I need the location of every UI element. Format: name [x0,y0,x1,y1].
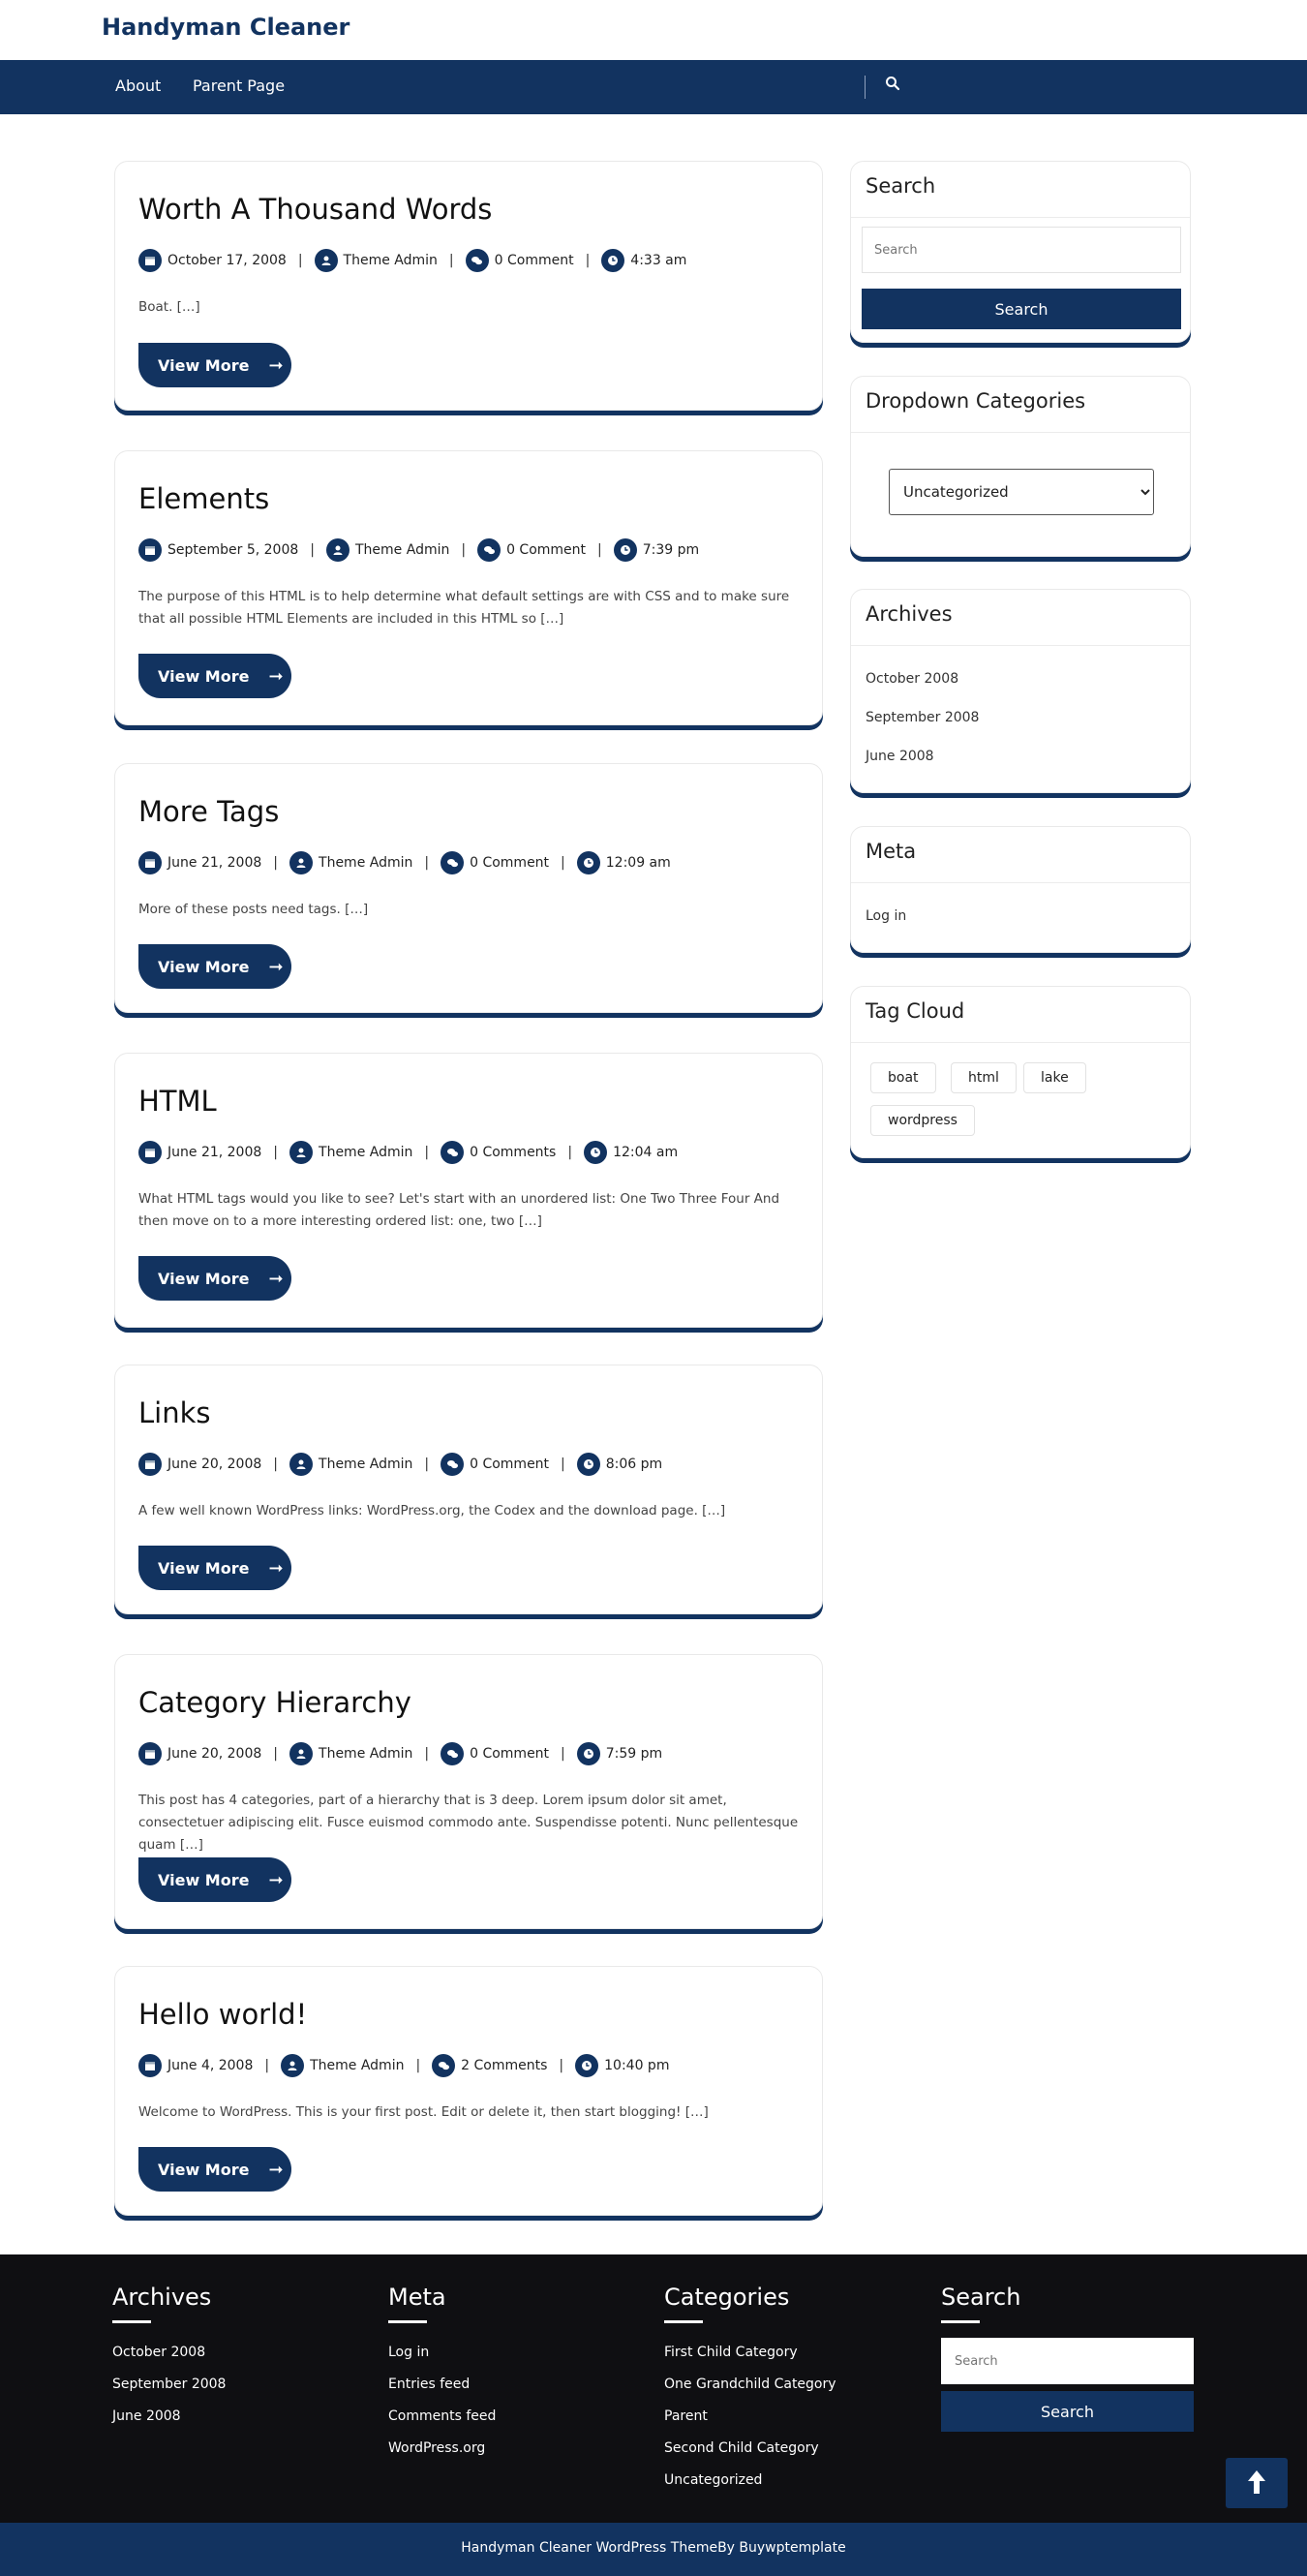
post-excerpt: Boat. […] [138,299,200,315]
post-author[interactable]: Theme Admin [319,1145,413,1160]
footer-heading-meta: Meta [388,2284,446,2311]
widget-title: Search [866,174,936,198]
post-comments[interactable]: 0 Comments [470,1145,557,1160]
footer-meta-link[interactable]: Entries feed [388,2377,471,2392]
post-time: 4:33 am [630,253,687,268]
footer-meta-link[interactable]: Log in [388,2345,430,2360]
meta-divider: | [264,2058,270,2073]
search-input[interactable] [862,227,1181,273]
calendar-icon [138,1453,162,1476]
view-more-button[interactable] [138,1256,291,1301]
tag-lake[interactable]: lake [1023,1062,1086,1093]
post-title[interactable]: Category Hierarchy [138,1686,411,1719]
footer-search-input[interactable] [941,2338,1194,2384]
footer-category-link[interactable]: Parent [664,2408,708,2424]
login-link[interactable]: Log in [866,908,907,924]
view-more-button[interactable] [138,343,291,387]
user-icon [289,1453,313,1476]
user-icon [289,851,313,874]
footer-category-link[interactable]: Second Child Category [664,2440,819,2456]
post-comments[interactable]: 2 Comments [461,2058,548,2073]
post-date[interactable]: June 20, 2008 [167,1746,262,1762]
user-icon [289,1141,313,1164]
view-more-button[interactable] [138,944,291,989]
view-more-label: View More [158,2160,250,2179]
post-comments[interactable]: 0 Comment [506,542,587,558]
user-icon [315,249,338,272]
calendar-icon [138,538,162,562]
calendar-icon [138,1742,162,1765]
tag-wordpress[interactable]: wordpress [870,1105,975,1136]
post-author[interactable]: Theme Admin [343,253,438,268]
meta-divider: | [310,542,315,558]
heading-underline [112,2320,151,2323]
post-author[interactable]: Theme Admin [319,1746,413,1762]
meta-divider: | [461,542,467,558]
view-more-label: View More [158,957,250,976]
post-card [114,1966,823,2216]
post-date[interactable]: June 21, 2008 [167,855,262,871]
post-author[interactable]: Theme Admin [319,855,413,871]
post-date[interactable]: September 5, 2008 [167,542,299,558]
post-time: 8:06 pm [605,1457,663,1472]
meta-divider: | [561,855,565,871]
widget-title: Tag Cloud [866,999,965,1023]
comments-icon [441,1742,464,1765]
footer-archive-link[interactable]: September 2008 [112,2377,227,2392]
post-comments[interactable]: 0 Comment [470,855,550,871]
post-title[interactable]: Elements [138,482,270,515]
post-meta [138,1140,678,1165]
post-meta [138,2053,669,2078]
view-more-label: View More [158,666,250,686]
view-more-button[interactable] [138,654,291,698]
post-time: 12:04 am [613,1145,679,1160]
search-widget [850,161,1191,343]
post-comments[interactable]: 0 Comment [470,1457,550,1472]
post-meta [138,248,686,273]
arrow-right-icon: ➞ [268,956,284,977]
archive-link[interactable]: September 2008 [866,710,980,725]
archive-link[interactable]: June 2008 [866,749,934,764]
meta-divider: | [273,1145,279,1160]
meta-divider: | [424,1746,430,1762]
main-nav [0,60,1307,114]
post-excerpt: What HTML tags would you like to see? Let's start with an unordered list: One Two Three Four And then move on to a more interesting ordered list: one, two […] [138,1191,780,1229]
post-date[interactable]: June 4, 2008 [167,2058,254,2073]
clock-icon [601,249,624,272]
post-card [114,450,823,725]
arrow-right-icon: ➞ [268,1557,284,1579]
footer-category-link[interactable]: Uncategorized [664,2472,763,2488]
post-meta [138,850,671,875]
tag-html[interactable]: html [951,1062,1017,1093]
arrow-right-icon: ➞ [268,665,284,687]
nav-item-about[interactable]: About [115,77,162,95]
arrow-right-icon: ➞ [268,2159,284,2180]
site-header [0,0,1307,60]
tag-cloud-widget [850,986,1191,1158]
widget-title: Meta [866,840,917,863]
post-time: 10:40 pm [604,2058,670,2073]
comments-icon [432,2054,455,2077]
post-author[interactable]: Theme Admin [310,2058,405,2073]
calendar-icon [138,249,162,272]
comments-icon [441,1453,464,1476]
copyright-bar [0,2523,1307,2576]
widget-divider [851,882,1190,883]
meta-divider: | [273,855,279,871]
view-more-label: View More [158,1269,250,1288]
widget-divider [851,432,1190,433]
archive-link[interactable]: October 2008 [866,671,959,687]
post-date[interactable]: June 21, 2008 [167,1145,262,1160]
site-title[interactable]: Handyman Cleaner [102,14,350,41]
footer-category-link[interactable]: One Grandchild Category [664,2377,836,2392]
comments-icon [477,538,501,562]
post-meta [138,1741,662,1766]
meta-divider: | [585,253,591,268]
meta-divider: | [424,1145,430,1160]
view-more-button[interactable] [138,1546,291,1590]
post-date[interactable]: June 20, 2008 [167,1457,262,1472]
post-date[interactable]: October 17, 2008 [167,253,287,268]
post-card [114,763,823,1013]
post-card [114,1654,823,1929]
post-meta [138,1452,662,1477]
clock-icon [577,1742,600,1765]
post-card [114,1053,823,1328]
view-more-label: View More [158,1870,250,1889]
post-title[interactable]: Worth A Thousand Words [138,193,493,226]
post-excerpt: A few well known WordPress links: WordPress.org, the Codex and the download page. […] [138,1503,726,1518]
footer-heading-archives: Archives [112,2284,212,2311]
tag-boat[interactable]: boat [870,1062,936,1093]
view-more-button[interactable] [138,2147,291,2192]
footer-meta-link[interactable]: Comments feed [388,2408,497,2424]
post-comments[interactable]: 0 Comment [470,1746,550,1762]
user-icon [326,538,350,562]
post-title[interactable]: HTML [138,1085,217,1118]
meta-divider: | [424,855,430,871]
clock-icon [577,1453,600,1476]
meta-divider: | [424,1457,430,1472]
post-card [114,1365,823,1614]
meta-divider: | [561,1746,565,1762]
meta-divider: | [297,253,303,268]
user-icon [289,1742,313,1765]
footer-heading-search: Search [941,2284,1021,2311]
meta-divider: | [567,1145,573,1160]
footer-search-button[interactable]: Search [941,2391,1194,2432]
footer-category-link[interactable]: First Child Category [664,2345,798,2360]
meta-divider: | [273,1746,279,1762]
post-excerpt: Welcome to WordPress. This is your first post. Edit or delete it, then start blogging! […] [138,2104,709,2120]
site-footer [0,2254,1307,2523]
post-title[interactable]: Links [138,1396,211,1429]
nav-divider [865,76,866,99]
meta-divider: | [273,1457,279,1472]
meta-divider: | [415,2058,421,2073]
widget-title: Dropdown Categories [866,389,1086,413]
view-more-label: View More [158,1558,250,1578]
meta-divider: | [448,253,454,268]
comments-icon [441,851,464,874]
widget-divider [851,645,1190,646]
arrow-right-icon: ➞ [268,354,284,376]
widget-divider [851,1042,1190,1043]
calendar-icon [138,2054,162,2077]
clock-icon [577,851,600,874]
post-title[interactable]: More Tags [138,795,280,828]
heading-underline [388,2320,427,2323]
view-more-label: View More [158,355,250,375]
clock-icon [584,1141,607,1164]
categories-widget [850,376,1191,557]
post-time: 12:09 am [605,855,671,871]
post-meta [138,537,699,563]
post-author[interactable]: Theme Admin [319,1457,413,1472]
calendar-icon [138,851,162,874]
arrow-up-icon [1247,2483,1266,2498]
post-time: 7:39 pm [642,542,700,558]
heading-underline [941,2320,980,2323]
comments-icon [466,249,489,272]
widget-divider [851,217,1190,218]
user-icon [281,2054,304,2077]
post-excerpt: The purpose of this HTML is to help determine what default settings are with CSS and to make sure that all possible HTML Elements are included in this HTML so […] [138,589,790,627]
widget-title: Archives [866,602,953,626]
clock-icon [575,2054,598,2077]
view-more-button[interactable] [138,1857,291,1902]
heading-underline [664,2320,703,2323]
footer-heading-categories: Categories [664,2284,790,2311]
post-card [114,161,823,411]
post-title[interactable]: Hello world! [138,1998,308,2031]
arrow-right-icon: ➞ [268,1268,284,1289]
meta-widget [850,826,1191,953]
meta-divider: | [597,542,602,558]
arrow-right-icon: ➞ [268,1869,284,1890]
calendar-icon [138,1141,162,1164]
comments-icon [441,1141,464,1164]
category-dropdown[interactable] [889,469,1154,515]
archives-widget [850,589,1191,793]
clock-icon [614,538,637,562]
post-excerpt: More of these posts need tags. […] [138,902,369,917]
post-comments[interactable]: 0 Comment [494,253,574,268]
post-author[interactable]: Theme Admin [355,542,450,558]
search-button[interactable]: Search [862,289,1181,329]
copyright-text[interactable]: Handyman Cleaner WordPress ThemeBy Buywptemplate [461,2540,846,2556]
meta-divider: | [561,1457,565,1472]
scroll-to-top-button[interactable] [1226,2458,1288,2508]
search-icon[interactable] [885,76,904,97]
footer-meta-link[interactable]: WordPress.org [388,2440,486,2456]
meta-divider: | [559,2058,564,2073]
post-excerpt: This post has 4 categories, part of a hierarchy that is 3 deep. Lorem ipsum dolor sit amet, consectetuer adipiscing elit. Fusce euismod commodo ante. Suspendisse potenti. Nunc pellentesque quam […] [138,1793,799,1853]
footer-archive-link[interactable]: June 2008 [112,2408,181,2424]
footer-archive-link[interactable]: October 2008 [112,2345,206,2360]
post-time: 7:59 pm [605,1746,663,1762]
nav-item-parent-page[interactable]: Parent Page [193,77,286,95]
